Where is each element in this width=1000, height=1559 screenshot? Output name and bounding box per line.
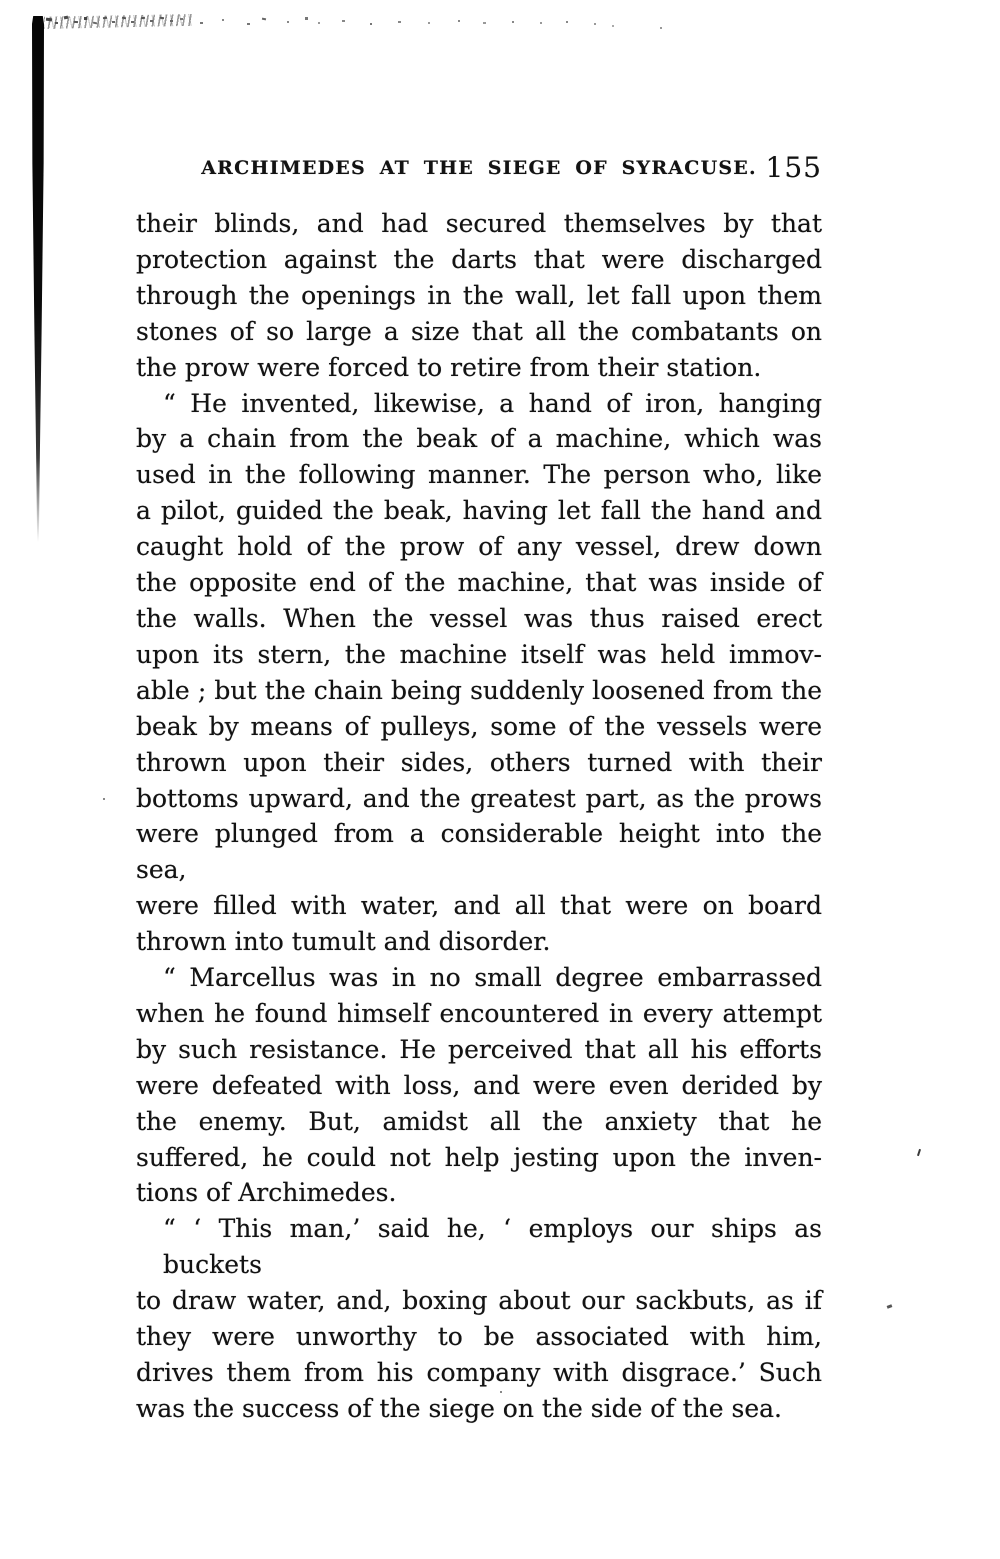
scan-speck [180,18,183,20]
text-line: “ He invented, likewise, a hand of iron, hanging [163,388,822,418]
text-line: were defeated with loss, and were even derided by [136,1070,822,1100]
text-line: a pilot, guided the beak, having let fall the hand and [136,496,822,526]
scan-speck [512,21,514,23]
text-line: suffered, he could not help jesting upon the inven- [136,1142,822,1172]
paragraph [136,386,822,961]
text-line: the enemy. But, amidst all the anxiety that he [136,1106,822,1136]
scan-speck [74,21,78,23]
text-line: protection against the darts that were discharged [136,244,822,274]
scan-speck [247,23,250,25]
scan-speck [262,18,266,21]
running-head-title: ARCHIMEDES AT THE SIEGE OF SYRACUSE. [201,157,757,179]
scan-speck [917,1149,921,1156]
scan-speck [305,17,308,20]
text-line: thrown into tumult and disorder. [136,927,551,957]
page-number: 155 [765,151,822,184]
scan-speck [55,22,58,24]
text-line: were plunged from a considerable height into the sea, [136,819,822,885]
scan-speck [122,17,126,20]
paragraph [136,960,822,1211]
scan-speck [103,17,107,19]
scan-speck [287,21,289,23]
scan-speck [222,19,224,21]
text-line: caught hold of the prow of any vessel, drew down [136,532,822,562]
text-line: the opposite end of the machine, that was inside of [136,568,822,598]
text-line: upon its stern, the machine itself was held immov- [136,639,822,669]
scan-speck [46,18,52,22]
scan-speck [200,22,203,24]
scan-speck [594,23,596,25]
scan-speck [131,21,134,23]
scan-speck [398,21,401,23]
scan-speck [483,22,486,24]
text-line: thrown upon their sides, others turned with their [136,747,822,777]
scan-speck [566,21,568,23]
text-line: beak by means of pulleys, some of the vessels were [136,711,822,741]
scan-speck [887,1304,893,1309]
text-line: were filled with water, and all that were on board [136,891,822,921]
scan-speck [160,17,164,19]
scan-speck [458,20,460,22]
text-line: they were unworthy to be associated with him, [136,1322,822,1352]
text-line: stones of so large a size that all the combatants on [136,316,822,346]
text-line: when he found himself encountered in every attempt [136,998,822,1028]
text-line: “ ‘ This man,’ said he, ‘ employs our ships as buckets [163,1214,822,1280]
scan-speck [660,27,662,29]
scan-speck [370,23,372,25]
scan-speck [112,21,115,23]
paragraph [136,206,822,386]
text-line: drives them from his company with disgrace.’ Such [136,1358,822,1387]
text-line: their blinds, and had secured themselves by that [136,209,822,238]
text-line: by such resistance. He perceived that all his efforts [136,1034,822,1064]
text-line: the walls. When the vessel was thus raised erect [136,603,822,633]
scan-speck [428,22,430,24]
text-line: by a chain from the beak of a machine, which was [136,424,822,454]
scan-speck [318,22,320,24]
scan-speck [612,25,614,27]
scan-speck [84,17,87,20]
text-line: to draw water, and, boxing about our sackbuts, as if [136,1286,822,1316]
text-line: through the openings in the wall, let fall upon them [136,280,822,310]
text-line: “ Marcellus was in no small degree embarrassed [163,963,822,993]
scan-artifact-ink-bar [32,16,44,542]
scan-speck [342,20,345,22]
text-line: the prow were forced to retire from their station. [136,352,762,382]
text-line: was the success of the siege on the side of the sea. [136,1393,782,1423]
text-line: able ; but the chain being suddenly loosened from the [136,675,822,705]
paragraph [136,1211,822,1426]
text-line: used in the following manner. The person who, like [136,460,822,490]
text-line: tions of Archimedes. [136,1178,397,1208]
running-header [136,151,822,184]
page-text [136,206,822,1427]
scan-speck [103,798,105,800]
text-line: bottoms upward, and the greatest part, as the prows [136,783,822,813]
scan-speck [150,20,153,22]
scan-speck [540,22,542,24]
scan-speck [170,20,173,22]
